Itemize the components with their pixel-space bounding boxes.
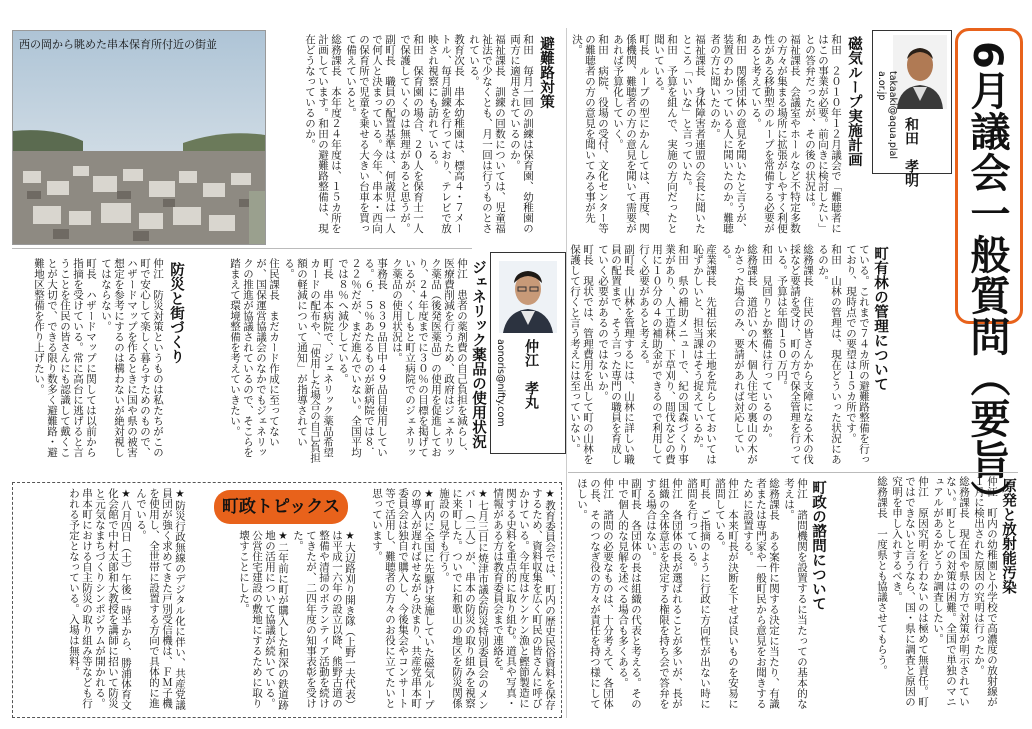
loop-para: 和田 病院、役場の受付、文化センター等の難聴者の方の意見を聞いてみる事が先決。 — [571, 34, 609, 234]
forest-para: 和田 山林の管理は、現在どういった状況にあるのか。 — [817, 244, 842, 465]
councillor2-portrait — [499, 261, 557, 333]
evac-para: 福祉課長 訓練の回数については、児童福祉法で少なくとも、月一回は行うものとされている。 — [468, 34, 506, 234]
councillor1-card — [872, 30, 952, 187]
divider-horizontal-mid — [568, 472, 1018, 473]
loop-para: 和田 ２０１０年１２月議会で「難聴者にはこの事業が必要。前向きに検討したい」との答弁だったが、その後の状況は。 — [804, 34, 842, 234]
evac-para: 副町長 職員の配置基準は、何歳児は一人で何人と決まっている。今年、串本・西向の保育所で児童を乗せる大きい台車を買って備えていると。 — [345, 34, 396, 234]
topics-item: ★防災行政無線のデジタル化に伴い、共産党議員団が強く求めてきた戸別受信機は、ＦＭ子機を使用し、全世帯に設置する方向で具体的に進んでいる。 — [135, 488, 186, 710]
advisory-para: 総務課長 ある案件に関する決定に当たり、有識者または専門家や一般町民から意見をお聞きするために設置する。 — [742, 478, 780, 709]
advisory-para: 副町長 各団体の長は組織の代表と考える。その中で個人的な見解を述べる場合も多くある。 — [617, 478, 642, 709]
generic-para: 町長 串本病院で、ジェネリック薬品希望カードの配布や、「使用した場合の自己負担額の軽減について通知」が指導されている。 — [283, 258, 334, 463]
councillor2-card — [490, 252, 566, 454]
nuclear-heading: 原発と放射能汚染 — [1000, 478, 1016, 594]
forest-para: 町長 現状では、管理費用を出して町の山林を保護して行くと言う考えには至っていない。 — [569, 244, 594, 465]
topics-item: ★七月三日に焼津市議会防災特別委員会のメンバー（二人）が、串本の防災の取り組みを視察に来町した。ついでに和歌山の地区を防災関係施設の見学も行う。 — [438, 488, 489, 710]
councillor1-portrait — [893, 35, 947, 109]
nuclear-para: 総務課長 一度県とも協議させてもらう。 — [876, 476, 888, 676]
nuclear-body — [838, 476, 998, 716]
disaster-para: 仲江 防災対策というものは私たちがこの町で安心して楽しく暮らすためのもので、ハザードマップを作るときに国や県の被害想定を参考にするのは構わないが絶対視してはならない。 — [100, 258, 164, 458]
councillor1-email: takaaki@aqua.plala.or.jp — [876, 71, 898, 160]
title-text: 6月議会一般質問（要旨） — [964, 41, 1010, 521]
forest-heading: 町有林の管理について — [872, 246, 888, 391]
advisory-heading: 町政の諮問について — [810, 480, 826, 611]
nuclear-para: 仲江 町内の幼稚園と小学校で高濃度の放射線が１月に検出された原因の究明は行ったか。 — [973, 476, 998, 707]
photo-caption: 西の岡から眺めた串本保育所付近の街並 — [19, 38, 217, 51]
disaster-heading: 防災と街づくり — [168, 262, 184, 364]
town-photo-image — [13, 31, 265, 244]
councillor2-email: aonoris@nifty.com — [495, 339, 506, 427]
forest-para: ている。これまで７４カ所の避難路整備を行っており、現時点での要望は１５カ所です。 — [845, 244, 870, 465]
topics-item: ★八月四日（土）午後一時半から、勝浦体育文化会館で中村太郎和大教授を講師に招いて防災と元気なまちづくりシンポジウムが開かれる。串本町における自主防災の取り組み等なども行われる予定となっている。入場は無料。 — [68, 488, 132, 710]
advisory-para: 仲江 諮問の必要なものは、十分考えて、各団体の長、そのつなぎ役の方々が責任を持つ様にしてほしい。 — [576, 478, 614, 709]
topics-item: ★教育委員会では、町内の歴史民俗資料を保存するため、資料収集を広く町民の皆さんに呼びかけている。今年度はケンケン漁と鰹節製造に関する史料を重点的に取り組む。道具や写真・情報がある方は教育委員会まで連絡を。 — [492, 488, 556, 710]
advisory-body — [570, 478, 808, 716]
loop-para: 福祉課長 会議室やホールなど不特定多数の方々が集まる場所に拡張がしやすく利便性がある移動型のループを常備する必要があると考えている。 — [750, 34, 801, 234]
generic-para: 仲江 患者の薬剤費の自己負担を減らし、医療費削減を行うため、政府はジェネリック薬品（後発医薬品）の使用を促進しており、２４年度までに３０％の目標を掲げているが、くしもと町立病院でのジェネリック薬品の使用状況は。 — [391, 258, 468, 458]
disaster-body — [12, 258, 164, 463]
councillor1-name: 和田 孝明 — [903, 117, 919, 187]
forest-para: 和田 見回りとか整備は行っているのか。 — [761, 244, 773, 444]
advisory-para: 仲江 諮問機関を設置するに当たっての基本的な考えは。 — [783, 478, 808, 709]
loop-para: 和田 関係団体の意見を聞いたと言うが、装置のわかっている人に聞いたのか。難聴者の方に聞いたのか。 — [709, 34, 747, 234]
generic-heading: ジェネリック薬品の使用状況 — [470, 260, 486, 449]
generic-para: 住民課長 まだカード作成に至ってないが、国保運営協議会のなかでもジェネリックの推進が協議されているので、そこらを踏まえて環境整備を考えていきたい。 — [229, 258, 280, 458]
topics-item: ★町内に全国に先駆け実施していた磁気ループの導入が遅ればせながら決まり、共産党串本町委員会は独自で購入し、今後集会やコンサート等で活用し、難聴者の方々のお役に立てたいと思っています。 — [371, 488, 435, 710]
topics-item: ★大辺路刈り開き隊（上野一夫代表）は平成一六年の設立以降、熊野古道の整備や清掃のボランティア活動を続けてきたが、二四年度の知事表彰を受けた。 — [292, 530, 356, 710]
evac-para: 和田 保育園の場合、２０人を保育士一人で保護していくのは無理があると思うが。 — [399, 34, 424, 234]
topics-heading: 町政トピックス — [221, 497, 341, 517]
evac-heading: 避難路対策 — [538, 36, 554, 109]
topics-heading-badge — [214, 490, 348, 524]
title-banner — [955, 28, 1023, 521]
forest-para: 産業課長 先祖伝来の土地を荒らしておいては恥ずかしいと、担当課はそう捉えているか。 — [692, 244, 717, 465]
evac-para: 総務課長 本年度２４年度は、１５カ所を計画しています。和田の避難路整備は、現在どうなっているのか。 — [304, 34, 342, 234]
evac-body — [270, 34, 534, 234]
topics-right-body — [360, 488, 556, 712]
forest-para: 総務課長 住民の皆さんから支障になる木の伐採など要請を受け、町の方で保全管理を行っている。予算は年間１５０万円。 — [776, 244, 814, 465]
town-photo — [12, 30, 266, 245]
divider-horizontal-top — [12, 248, 472, 249]
loop-body — [570, 34, 842, 234]
topics-middle-body — [190, 530, 356, 712]
topics-item: ★二年前に町が購入した和深の鉄道跡地の活用について協議が続いている。公営住宅建設の敷地にするために取り壊すことにした。 — [238, 530, 289, 710]
forest-para: 総務課長 道沿いの木、個人住宅の裏山の木がかさった場合のみ、要請があれば対応している。 — [720, 244, 758, 465]
generic-body — [190, 258, 468, 463]
loop-heading: 磁気ループ実施計画 — [846, 36, 862, 167]
loop-para: 福祉課長 身体障害者連盟の会長に聞いたところ「いいな」と言っていた。 — [681, 34, 706, 234]
advisory-para: 仲江 各団体の長が選ばれることが多いが、長が組織の全体意志を決定する権限を持ち会で答弁をする場合はない。 — [645, 478, 683, 709]
divider-vertical-main — [566, 28, 567, 718]
loop-para: 和田 予算を組んで、実施の方向だったと聞いている。 — [653, 34, 678, 234]
nuclear-para: 仲江 原因究明を行わないのは極めて無責任。町ではできないと言うなら、国・県に調査と原因の究明を申し入れするべき。 — [891, 476, 929, 707]
topics-left-body — [18, 488, 186, 712]
forest-para: 和田 県の補助メニューで、紀の国森づくり事業があり、人工造林、下草刈り、間伐などの費用に１０分の４の補助金ができるので利用して行く必要があると考える。 — [638, 244, 689, 465]
advisory-para: 仲江 本来町長が決断を下せば良いものを安易に諮問している。 — [714, 478, 739, 709]
nuclear-para: 総務課長 現在国や県の方で対策が明示されていない。町としての対策は困難。全国で単独のマニュアルがあるかどうか調査したい。 — [932, 476, 970, 707]
forest-body — [568, 244, 870, 469]
evac-para: 和田 毎月一回の訓練は保育園、幼稚園の両方に適用されているのか。 — [509, 34, 534, 234]
councillor2-name: 仲江 孝丸 — [523, 339, 539, 409]
forest-para: 副町長 山林を管理するには、山林に詳しい職員の配置まで、そう言った専門の職員を育成していく必要があるのではないか。 — [597, 244, 635, 465]
generic-para: 事務長 ８３９品目中４９品目使用している。６．５％あたるものが新病院では８．２２％だが、まだ進んでいない。全国平均では８％へ減少している。 — [337, 258, 388, 458]
disaster-para: 町長 ハザードマップに関しては以前から指摘を受けている。常に高台に逃げると言うことを住民の皆さんにも認識して戴くことが大切で、できる限り数多く避難路・避難地区整備を作り上げたい。 — [33, 258, 97, 458]
advisory-para: 町長 ご指摘のように行政に方向性が出ない時に諮問を行っている。 — [686, 478, 711, 709]
evac-para: 教育次長 串本幼稚園は、標高４・７メートル、毎月訓練を行っており、テレビで放映され視察にも訪れている。 — [427, 34, 465, 234]
loop-para: 町長 ループの型にかんしては、再度、関係機関、難聴者の方の意見を聞いて需要があれば予算化していく。 — [612, 34, 650, 234]
